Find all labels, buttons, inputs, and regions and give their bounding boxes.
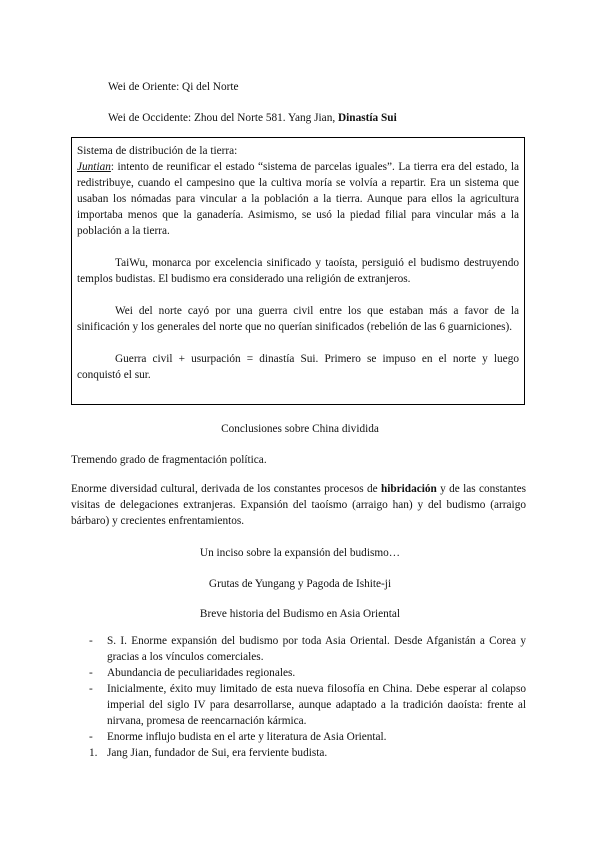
list-item [71,729,526,745]
buddhism-history-list [71,633,526,761]
buddhism-inciso: Un inciso sobre la expansión del budismo… [199,547,401,559]
conclusions-p2-after: y de las constantes visitas de delegaciones extranjeras. Expansión del taoísmo (arraigo han) y del budismo (arraigo bárbaro) y crecientes enfrentamientos. [71,483,526,527]
list-item-text: S. I. Enorme expansión del budismo por toda Asia Oriental. Desde Afganistán a Corea y gracias a los vínculos comerciales. [107,635,526,663]
juntian-term: Juntian [77,161,111,173]
header-line-1 [108,79,239,95]
hibridacion-term: hibridación [380,483,437,495]
box-title: Sistema de distribución de la tierra: [77,145,238,157]
box-paragraph-taiwu: TaiWu, monarca por excelencia sinificado y taoísta, persiguió el budismo destruyendo templos budistas. El budismo era considerado una religión de extranjeros. [77,257,519,285]
box-paragraph-juntian [77,159,519,239]
list-item [71,633,526,665]
conclusions-paragraph-1: Tremendo grado de fragmentación política. [71,454,267,466]
list-marker: - [89,683,93,695]
header-line-2-text: Wei de Occidente: Zhou del Norte 581. Yang Jian, [108,112,338,124]
list-marker: - [89,635,93,647]
buddhism-history-heading: Breve historia del Budismo en Asia Oriental [199,608,401,620]
conclusions-paragraph-2 [71,481,526,529]
list-marker: 1. [89,747,98,759]
juntian-text: : intento de reunificar el estado “sistema de parcelas iguales”. La tierra era del estado, la redistribuye, cuando el campesino que la cultiva moría se volvía a repartir. Era un sistema que usaban los nómadas para vincular a la población a la tierra. Aunque para ellos la agricultura importaba menos que la ganadería. Asimismo, se usó la piedad filial para vincular más a la población a la tierra. [77,161,519,237]
conclusions-p2-before: Enorme diversidad cultural, derivada de los constantes procesos de [71,483,381,495]
list-item-text: Abundancia de peculiaridades regionales. [107,667,296,679]
list-item-text: Jang Jian, fundador de Sui, era ferviente budista. [107,747,328,759]
list-item [71,745,526,761]
land-distribution-box [71,137,525,405]
list-item-text: Enorme influjo budista en el arte y literatura de Asia Oriental. [107,731,387,743]
header-line-1-text: Wei de Oriente: Qi del Norte [108,81,239,93]
grutas-heading: Grutas de Yungang y Pagoda de Ishite-ji [208,578,392,590]
list-item-text: Inicialmente, éxito muy limitado de esta nueva filosofía en China. Debe esperar al colapso imperial del siglo IV para desarrollarse, aunque adaptado a la tradición daoísta: frente al nirvana, promesa de reencarnación kármica. [107,683,526,727]
header-line-2 [108,110,397,126]
list-marker: - [89,667,93,679]
dynasty-name: Dinastía Sui [338,112,397,124]
list-marker: - [89,731,93,743]
box-paragraph-guerra-civil: Guerra civil + usurpación = dinastía Sui. Primero se impuso en el norte y luego conquistó el sur. [77,353,519,381]
box-paragraph-wei-norte: Wei del norte cayó por una guerra civil entre los que estaban más a favor de la sinificación y los generales del norte que no querían sinificados (rebelión de las 6 guarniciones). [77,305,519,333]
list-item [71,665,526,681]
conclusions-heading: Conclusiones sobre China dividida [221,423,379,435]
list-item [71,681,526,729]
